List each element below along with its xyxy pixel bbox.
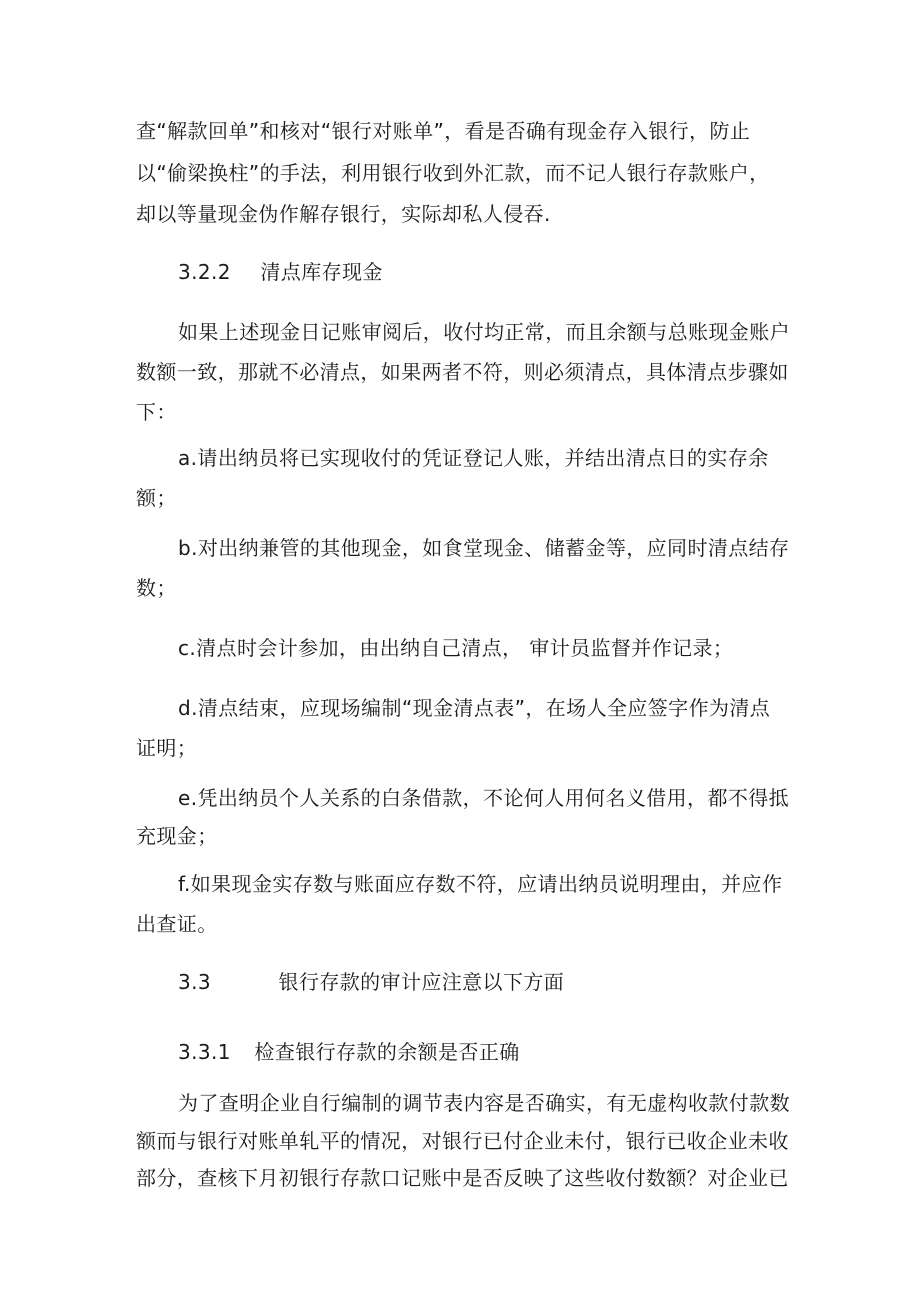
section-title: 银行存款的审计应注意以下方面 (278, 970, 565, 994)
paragraph-line: 查“解款回单”和核对“银行对账单”，看是否确有现金存入银行，防止 (136, 119, 751, 143)
list-item-e-cont: 充现金； (136, 824, 218, 848)
list-item-c: c.清点时会计参加，由出纳自己清点， 审计员监督并作记录； (178, 636, 734, 660)
paragraph-line: 以“偷梁换柱”的手法，利用银行收到外汇款，而不记人银行存款账户， (136, 161, 770, 185)
section-heading-3-2-2 (178, 258, 383, 286)
section-title: 检查银行存款的余额是否正确 (254, 1040, 520, 1064)
list-item-f-cont: 出查证。 (136, 912, 218, 936)
list-item-b: b.对出纳兼管的其他现金，如食堂现金、储蓄金等，应同时清点结存 (178, 536, 790, 560)
list-item-a: a.请出纳员将已实现收付的凭证登记人账，并结出清点日的实存余 (178, 446, 769, 470)
paragraph-line: 下： (136, 400, 177, 424)
list-item-f: f.如果现金实存数与账面应存数不符，应请出纳员说明理由，并应作 (178, 872, 783, 896)
section-number: 3.2.2 (178, 260, 231, 284)
paragraph-line: 为了查明企业自行编制的调节表内容是否确实，有无虚构收款付款数 (178, 1091, 790, 1115)
list-item-b-cont: 数； (136, 576, 177, 600)
paragraph-line: 额而与银行对账单轧平的情况，对银行已付企业未付，银行已收企业未收 (136, 1129, 789, 1153)
list-item-a-cont: 额； (136, 486, 177, 510)
section-number: 3.3 (178, 970, 212, 994)
paragraph-line: 部分，查核下月初银行存款口记账中是否反映了这些收付数额？对企业已 (136, 1166, 789, 1190)
section-number: 3.3.1 (178, 1040, 231, 1064)
paragraph-line: 却以等量现金伪作解存银行，实际却私人侵吞. (136, 202, 551, 226)
list-item-d: d.清点结束，应现场编制“现金清点表”，在场人全应签字作为清点 (178, 696, 771, 720)
paragraph-line: 如果上述现金日记账审阅后，收付均正常，而且余额与总账现金账户 (178, 320, 790, 344)
section-title: 清点库存现金 (260, 260, 383, 284)
section-heading-3-3-1 (178, 1038, 520, 1066)
paragraph-line: 数额一致，那就不必清点，如果两者不符，则必须清点，具体清点步骤如 (136, 360, 789, 384)
list-item-d-cont: 证明； (136, 736, 198, 760)
section-heading-3-3 (178, 968, 564, 996)
list-item-e: e.凭出纳员个人关系的白条借款，不论何人用何名义借用，都不得抵 (178, 786, 790, 810)
